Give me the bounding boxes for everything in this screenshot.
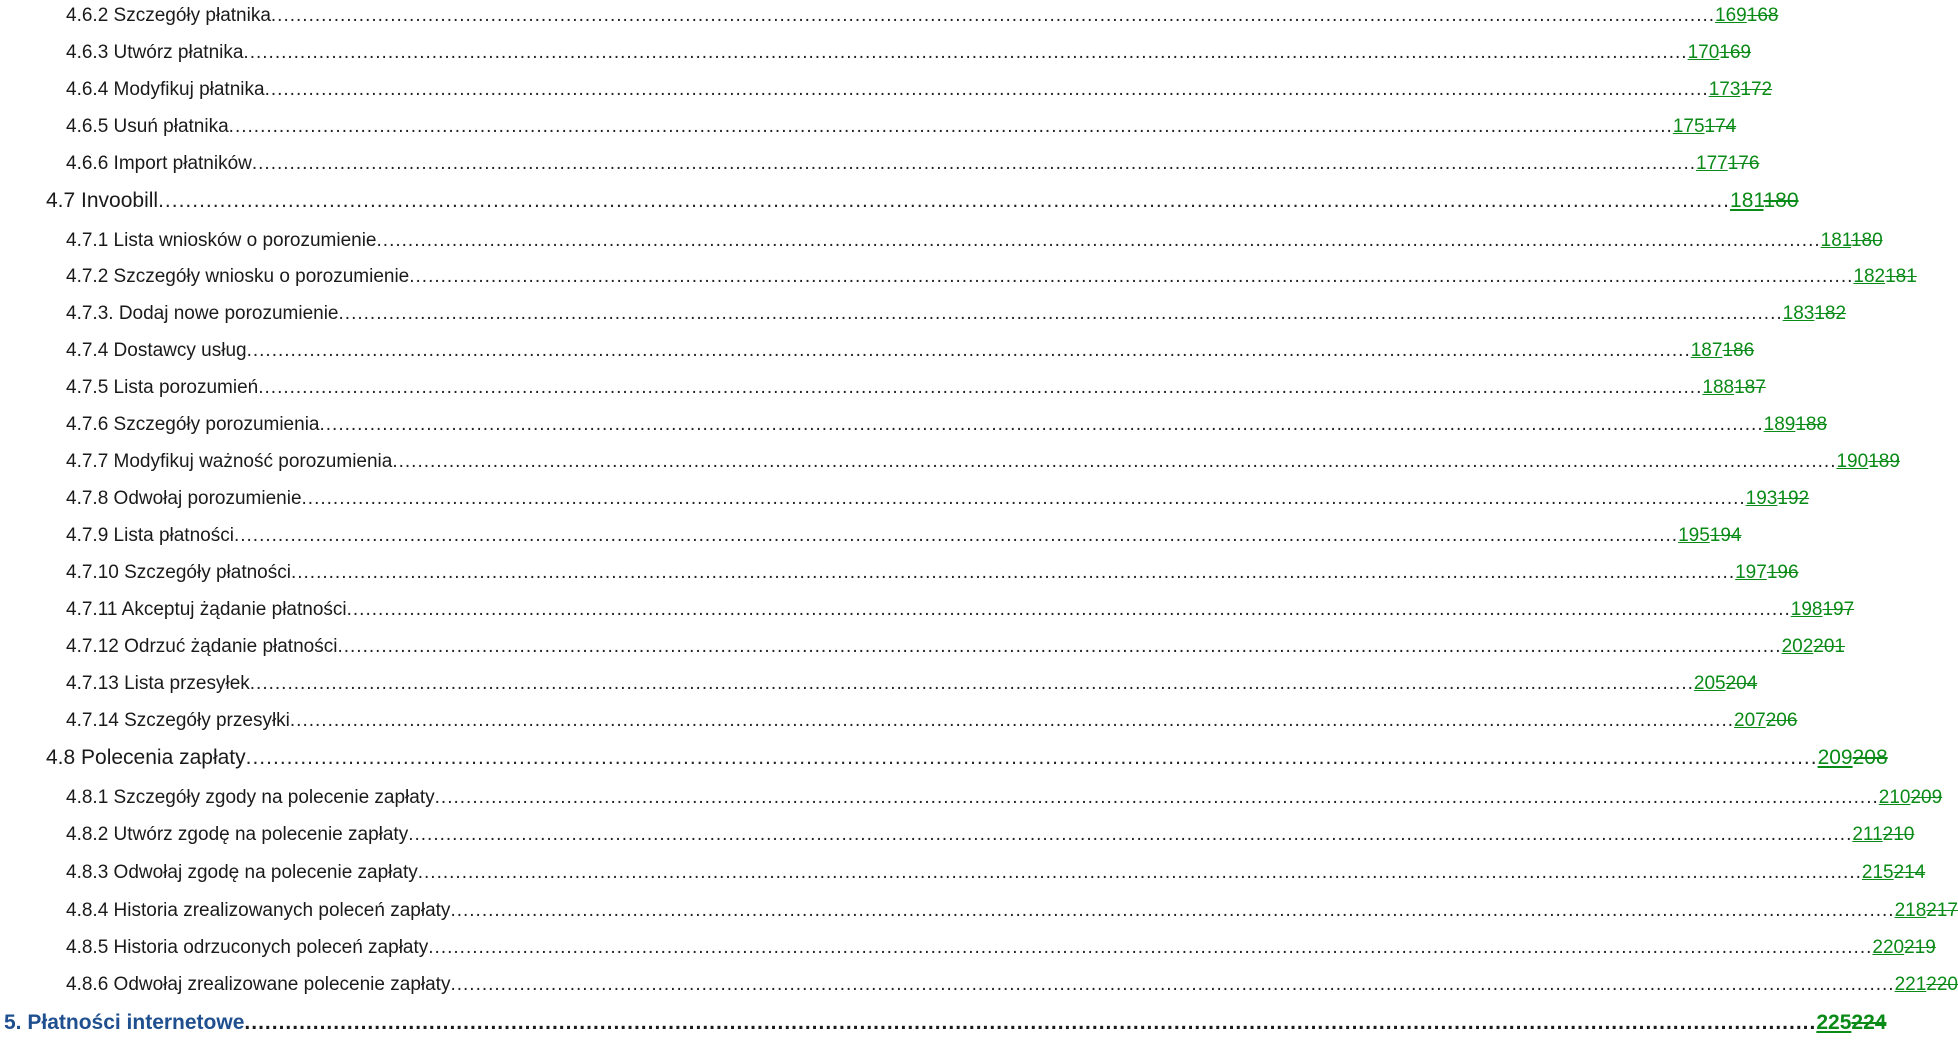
- toc-entry-title: 4.7.1 Lista wniosków o porozumienie: [66, 230, 377, 251]
- toc-leader-dots: ......................................................................................................................................................................................................................................: [428, 937, 1873, 958]
- toc-entry-title: 4.7.11 Akceptuj żądanie płatności: [66, 599, 347, 620]
- toc-old-page: 224: [1851, 1011, 1887, 1034]
- toc-old-page: 204: [1725, 673, 1758, 694]
- toc-page-number: [1702, 377, 1765, 399]
- toc-old-page: 220: [1926, 974, 1958, 995]
- toc-leader-dots: ......................................................................................................................................................................................................................................: [301, 488, 1746, 509]
- toc-new-page[interactable]: 220: [1872, 937, 1905, 958]
- toc-new-page[interactable]: 215: [1861, 862, 1894, 883]
- toc-old-page: 189: [1868, 451, 1900, 472]
- toc-leader-dots: ......................................................................................................................................................................................................................................: [245, 746, 1818, 769]
- toc-page-number: [1734, 710, 1797, 732]
- toc-old-page: 172: [1740, 79, 1773, 100]
- toc-new-page[interactable]: 207: [1734, 710, 1766, 731]
- toc-entry[interactable]: [66, 562, 1799, 584]
- toc-page-number: [1730, 190, 1799, 212]
- toc-leader-dots: ......................................................................................................................................................................................................................................: [319, 414, 1764, 435]
- toc-old-page: 176: [1727, 153, 1760, 174]
- toc-page-number: [1678, 525, 1741, 547]
- toc-page-number: [1688, 42, 1751, 64]
- toc-page-number: [1791, 599, 1854, 621]
- toc-entry-title: 4.6.4 Modyfikuj płatnika: [66, 79, 265, 100]
- toc-new-page[interactable]: 209: [1817, 746, 1853, 769]
- toc-new-page[interactable]: 187: [1690, 340, 1723, 361]
- toc-new-page[interactable]: 182: [1853, 266, 1886, 287]
- toc-leader-dots: ......................................................................................................................................................................................................................................: [251, 153, 1697, 174]
- toc-entry-title: 4.6.5 Usuń płatnika: [66, 116, 229, 137]
- toc-leader-dots: ......................................................................................................................................................................................................................................: [228, 116, 1673, 137]
- toc-leader-dots: ......................................................................................................................................................................................................................................: [417, 862, 1862, 883]
- toc-page-number: [1673, 116, 1736, 138]
- toc-old-page: 169: [1719, 42, 1751, 63]
- toc-new-page[interactable]: 188: [1702, 377, 1735, 398]
- toc-new-page[interactable]: 218: [1894, 900, 1927, 921]
- toc-new-page[interactable]: 221: [1894, 974, 1927, 995]
- toc-leader-dots: ......................................................................................................................................................................................................................................: [243, 42, 1688, 63]
- toc-page-number: [1696, 153, 1759, 175]
- toc-entry-title: 4.7 Invoobill: [46, 189, 159, 212]
- toc-entry[interactable]: [66, 79, 1773, 101]
- toc-entry-title: 4.7.6 Szczegóły porozumienia: [66, 414, 320, 435]
- toc-old-page: 187: [1734, 377, 1766, 398]
- toc-page-number: [1782, 636, 1845, 658]
- toc-entry-title: 4.6.2 Szczegóły płatnika: [66, 5, 271, 26]
- toc-old-page: 188: [1795, 414, 1828, 435]
- toc-new-page[interactable]: 211: [1852, 824, 1883, 845]
- toc-entry[interactable]: [66, 230, 1883, 252]
- toc-entry[interactable]: [66, 900, 1958, 922]
- toc-entry-title: 4.6.6 Import płatników: [66, 153, 252, 174]
- toc-page-number: [1709, 79, 1772, 101]
- toc-new-page[interactable]: 190: [1836, 451, 1869, 472]
- toc-leader-dots: ......................................................................................................................................................................................................................................: [346, 599, 1791, 620]
- toc-leader-dots: ......................................................................................................................................................................................................................................: [450, 974, 1895, 995]
- toc-entry[interactable]: [66, 599, 1855, 621]
- toc-entry-title: 4.7.12 Odrzuć żądanie płatności: [66, 636, 338, 657]
- toc-old-page: 180: [1763, 189, 1799, 212]
- toc-new-page[interactable]: 197: [1735, 562, 1767, 583]
- toc-page-number: [1691, 340, 1754, 362]
- toc-entry[interactable]: [66, 377, 1766, 399]
- toc-entry-title: 4.8.2 Utwórz zgodę na polecenie zapłaty: [66, 824, 409, 845]
- toc-page-number: [1862, 862, 1925, 884]
- toc-new-page[interactable]: 170: [1687, 42, 1720, 63]
- toc-new-page[interactable]: 202: [1781, 636, 1814, 657]
- toc-new-page[interactable]: 181: [1730, 189, 1764, 212]
- toc-entry-title: 4.7.5 Lista porozumień: [66, 377, 259, 398]
- toc-entry[interactable]: [66, 673, 1758, 695]
- toc-old-page: 219: [1904, 937, 1936, 958]
- toc-entry-title: 4.8.3 Odwołaj zgodę na polecenie zapłaty: [66, 862, 418, 883]
- toc-new-page[interactable]: 189: [1763, 414, 1796, 435]
- toc-entry-title: 4.7.2 Szczegóły wniosku o porozumienie: [66, 266, 410, 287]
- toc-old-page: 174: [1704, 116, 1737, 137]
- toc-entry[interactable]: [66, 710, 1798, 732]
- toc-leader-dots: ......................................................................................................................................................................................................................................: [376, 230, 1821, 251]
- toc-entry[interactable]: [66, 451, 1900, 473]
- toc-leader-dots: ......................................................................................................................................................................................................................................: [244, 1011, 1817, 1034]
- toc-entry[interactable]: [66, 414, 1828, 436]
- toc-leader-dots: ......................................................................................................................................................................................................................................: [249, 673, 1694, 694]
- toc-leader-dots: ......................................................................................................................................................................................................................................: [158, 189, 1731, 212]
- toc-old-page: 197: [1822, 599, 1855, 620]
- toc-page-number: [1783, 303, 1846, 325]
- toc-old-page: 210: [1882, 824, 1915, 845]
- toc-leader-dots: ......................................................................................................................................................................................................................................: [338, 303, 1783, 324]
- toc-entry[interactable]: [66, 787, 1943, 809]
- toc-leader-dots: ......................................................................................................................................................................................................................................: [246, 340, 1691, 361]
- toc-entry[interactable]: [46, 746, 1888, 769]
- toc-page-number: [1853, 266, 1916, 288]
- toc-page-number: [1852, 824, 1914, 846]
- toc-entry[interactable]: [66, 153, 1760, 175]
- toc-old-page: 209: [1910, 787, 1943, 808]
- toc-leader-dots: ......................................................................................................................................................................................................................................: [450, 900, 1895, 921]
- toc-old-page: 181: [1885, 266, 1917, 287]
- toc-entry-title: 4.7.4 Dostawcy usług: [66, 340, 247, 361]
- toc-entry[interactable]: [66, 42, 1751, 64]
- toc-new-page[interactable]: 193: [1745, 488, 1778, 509]
- toc-old-page: 168: [1746, 5, 1779, 26]
- toc-old-page: 196: [1766, 562, 1799, 583]
- toc-leader-dots: ......................................................................................................................................................................................................................................: [408, 824, 1853, 845]
- toc-page-number: [1694, 673, 1757, 695]
- toc-entry-title: 4.7.14 Szczegóły przesyłki: [66, 710, 290, 731]
- toc-new-page[interactable]: 183: [1782, 303, 1815, 324]
- toc-entry[interactable]: [66, 974, 1958, 996]
- toc-new-page[interactable]: 205: [1693, 673, 1726, 694]
- toc-old-page: 186: [1722, 340, 1755, 361]
- toc-entry-title: 4.7.9 Lista płatności: [66, 525, 234, 546]
- toc-leader-dots: ......................................................................................................................................................................................................................................: [258, 377, 1703, 398]
- toc-old-page: 206: [1765, 710, 1798, 731]
- toc-old-page: 180: [1850, 230, 1883, 251]
- toc-leader-dots: ......................................................................................................................................................................................................................................: [434, 787, 1879, 808]
- toc-entry-title: 4.7.8 Odwołaj porozumienie: [66, 488, 302, 509]
- toc-entry-title: 4.6.3 Utwórz płatnika: [66, 42, 244, 63]
- toc-new-page[interactable]: 173: [1708, 79, 1741, 100]
- toc-entry-title: 4.7.7 Modyfikuj ważność porozumienia: [66, 451, 393, 472]
- toc-entry[interactable]: [66, 636, 1845, 658]
- toc-entry-title: 4.8.4 Historia zrealizowanych poleceń zapłaty: [66, 900, 451, 921]
- toc-page-number: [1735, 562, 1798, 584]
- toc-leader-dots: ......................................................................................................................................................................................................................................: [409, 266, 1854, 287]
- toc-entry-title: 4.7.10 Szczegóły płatności: [66, 562, 291, 583]
- toc-leader-dots: ......................................................................................................................................................................................................................................: [392, 451, 1837, 472]
- toc-old-page: 217: [1926, 900, 1958, 921]
- toc-page-number: [1879, 787, 1942, 809]
- toc-leader-dots: ......................................................................................................................................................................................................................................: [270, 5, 1716, 26]
- toc-page-number: [1836, 451, 1899, 473]
- toc-entry[interactable]: [66, 116, 1737, 138]
- toc-entry-title: 4.8.6 Odwołaj zrealizowane polecenie zapłaty: [66, 974, 451, 995]
- toc-entry-title: 5. Płatności internetowe: [4, 1011, 245, 1034]
- toc-page-number: [1821, 230, 1883, 252]
- toc-new-page[interactable]: 177: [1696, 153, 1728, 174]
- toc-entry[interactable]: [66, 937, 1936, 959]
- toc-page-number: [1895, 900, 1958, 922]
- toc-new-page[interactable]: 169: [1715, 5, 1747, 26]
- toc-new-page[interactable]: 198: [1790, 599, 1823, 620]
- toc-old-page: 194: [1709, 525, 1742, 546]
- toc-leader-dots: ......................................................................................................................................................................................................................................: [233, 525, 1679, 546]
- toc-old-page: 192: [1777, 488, 1810, 509]
- toc-old-page: 201: [1813, 636, 1845, 657]
- toc-entry[interactable]: [66, 340, 1755, 362]
- toc-leader-dots: ......................................................................................................................................................................................................................................: [290, 562, 1736, 583]
- toc-entry[interactable]: [66, 5, 1779, 27]
- toc-entry[interactable]: [46, 189, 1799, 212]
- toc-new-page[interactable]: 195: [1678, 525, 1710, 546]
- toc-entry[interactable]: [66, 488, 1810, 510]
- toc-entry[interactable]: [66, 824, 1915, 846]
- toc-entry[interactable]: [4, 1011, 1887, 1034]
- toc-entry[interactable]: [66, 303, 1847, 325]
- toc-entry-title: 4.8 Polecenia zapłaty: [46, 746, 246, 769]
- toc-old-page: 208: [1852, 746, 1888, 769]
- toc-new-page[interactable]: 181: [1820, 230, 1851, 251]
- toc-leader-dots: ......................................................................................................................................................................................................................................: [289, 710, 1735, 731]
- toc-leader-dots: ......................................................................................................................................................................................................................................: [337, 636, 1782, 657]
- toc-page-number: [1895, 974, 1958, 996]
- toc-page-number: [1818, 747, 1888, 769]
- toc-old-page: 182: [1814, 303, 1847, 324]
- toc-new-page[interactable]: 175: [1672, 116, 1705, 137]
- toc-new-page[interactable]: 225: [1816, 1011, 1852, 1034]
- toc-entry[interactable]: [66, 862, 1926, 884]
- toc-entry[interactable]: [66, 525, 1742, 547]
- toc-entry-title: 4.8.5 Historia odrzuconych poleceń zapłaty: [66, 937, 429, 958]
- toc-leader-dots: ......................................................................................................................................................................................................................................: [264, 79, 1709, 100]
- toc-entry-title: 4.8.1 Szczegóły zgody na polecenie zapłaty: [66, 787, 435, 808]
- toc-page-number: [1715, 5, 1778, 27]
- toc-page-number: [1764, 414, 1827, 436]
- toc-page-number: [1872, 937, 1935, 959]
- toc-new-page[interactable]: 210: [1878, 787, 1911, 808]
- toc-page-number: [1746, 488, 1809, 510]
- toc-entry[interactable]: [66, 266, 1917, 288]
- toc-page-number: [1816, 1012, 1886, 1034]
- toc-old-page: 214: [1893, 862, 1926, 883]
- toc-entry-title: 4.7.3. Dodaj nowe porozumienie: [66, 303, 339, 324]
- toc-entry-title: 4.7.13 Lista przesyłek: [66, 673, 250, 694]
